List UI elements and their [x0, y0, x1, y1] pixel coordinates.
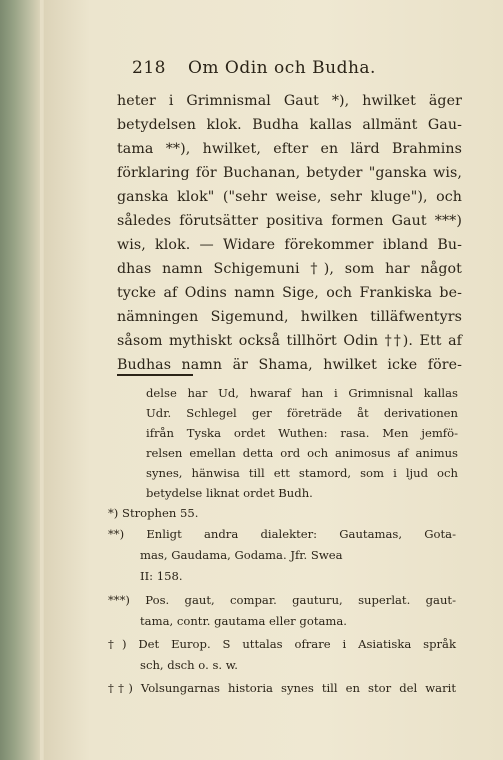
page-number: 218 [132, 58, 166, 78]
body-line: nämningen Sigemund, hwilken tilläfwentyrs [117, 309, 462, 325]
footnote-2-line: II: 158. [140, 569, 183, 583]
footnote-continuation-line: relsen emellan detta ord och animosus af animus [146, 446, 458, 460]
body-line: dhas namn Schigemuni †), som har något [117, 261, 462, 277]
body-line: ganska klok" ("sehr weise, sehr kluge"), och [117, 189, 462, 205]
footnote-separator [117, 374, 193, 376]
body-line: heter i Grimnismal Gaut *), hwilket äger [117, 93, 462, 109]
body-line: förklaring för Buchanan, betyder "ganska wis, [117, 165, 462, 181]
body-line: betydelsen klok. Budha kallas allmänt Gau- [117, 117, 462, 133]
body-line: wis, klok. — Widare förekommer ibland Bu- [117, 237, 462, 253]
body-line: således förutsätter positiva formen Gaut ***) [117, 213, 462, 229]
page-edge [40, 0, 43, 760]
footnote-2-line: mas, Gaudama, Godama. Jfr. Swea [140, 548, 343, 562]
footnote-5: ††) Volsungarnas historia synes till en stor del warit [108, 681, 456, 695]
footnote-continuation-line: synes, hänwisa till ett stamord, som i ljud och [146, 466, 458, 480]
body-line: tama **), hwilket, efter en lärd Brahmins [117, 141, 462, 157]
footnote-continuation-line: Udr. Schlegel ger företräde åt derivationen [146, 406, 458, 420]
page-header [132, 58, 376, 78]
footnote-continuation-line: delse har Ud, hwaraf han i Grimnisnal kallas [146, 386, 458, 400]
footnote-4: †) Det Europ. S uttalas ofrare i Asiatiska språk [108, 637, 456, 651]
footnote-3-line: tama, contr. gautama eller gotama. [140, 614, 347, 628]
footnote-3: ***) Pos. gaut, compar. gauturu, superlat. gaut- [108, 593, 456, 607]
body-line: tycke af Odins namn Sige, och Frankiska be- [117, 285, 462, 301]
footnote-continuation-line: ifrån Tyska ordet Wuthen: rasa. Men jemfö- [146, 426, 458, 440]
body-line: Budhas namn är Shama, hwilket icke före- [117, 357, 462, 373]
footnote-1: *) Strophen 55. [108, 506, 199, 520]
footnote-2: **) Enligt andra dialekter: Gautamas, Gota- [108, 527, 456, 541]
running-title: Om Odin och Budha. [187, 58, 376, 78]
footnote-4-line: sch, dsch o. s. w. [140, 658, 238, 672]
body-line: såsom mythiskt också tillhört Odin ††). Ett af [117, 333, 462, 349]
footnote-continuation-line: betydelse liknat ordet Budh. [146, 486, 313, 500]
book-spine-gutter [0, 0, 44, 760]
